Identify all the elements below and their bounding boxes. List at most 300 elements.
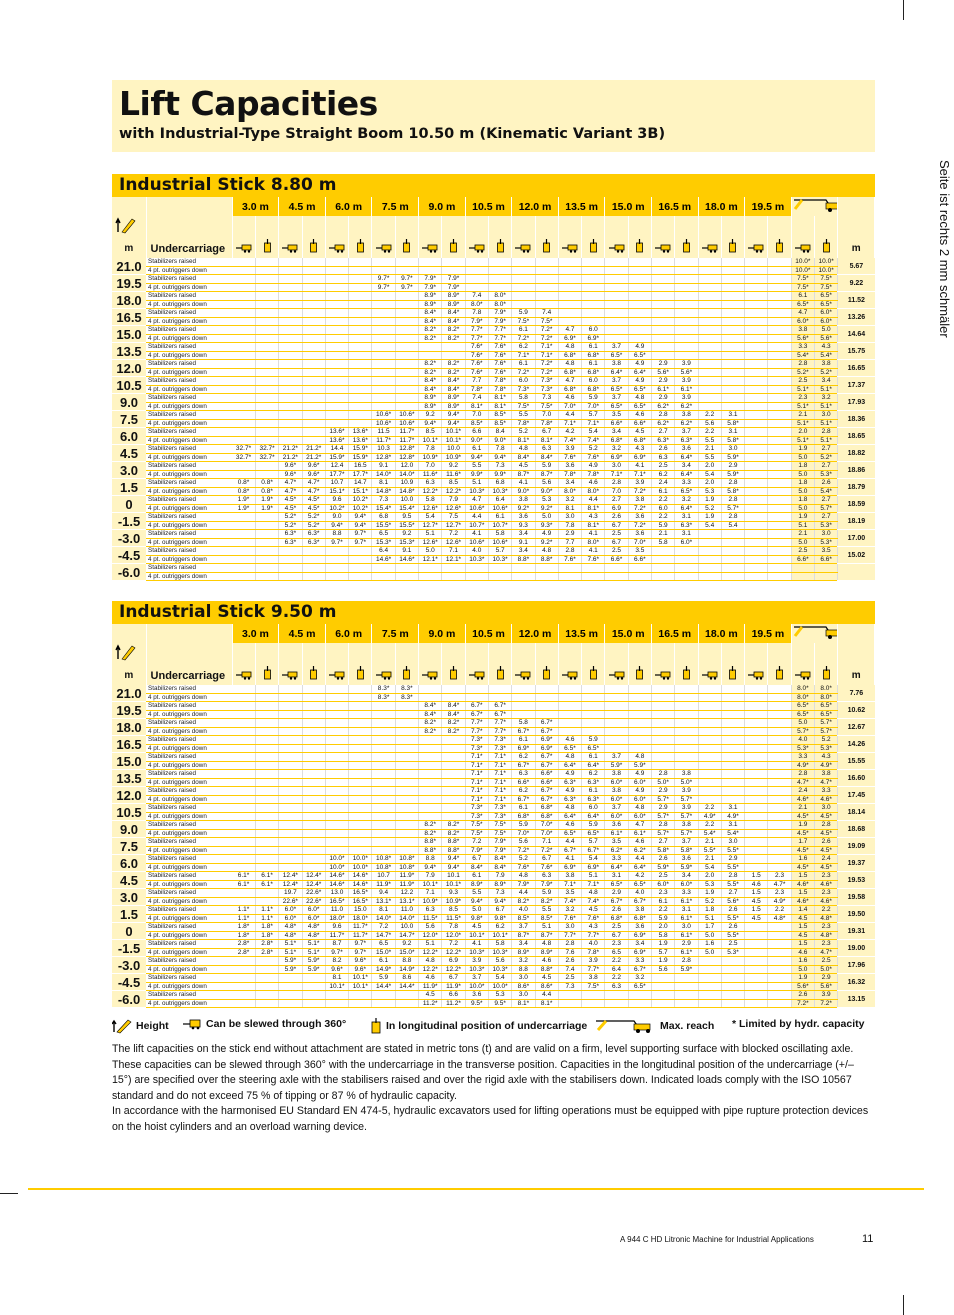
capacity-cell: 6.7*	[535, 753, 558, 762]
capacity-cell: 8.9*	[419, 300, 442, 309]
capacity-cell	[698, 710, 721, 719]
capacity-cell: 5.7*	[651, 795, 674, 804]
capacity-cell: 3.8	[512, 496, 535, 505]
capacity-cell: 7.8	[442, 923, 465, 932]
capacity-cell: 14.8*	[372, 487, 395, 496]
capacity-cell	[628, 693, 651, 702]
slew-360-icon	[468, 670, 486, 680]
capacity-cell: 3.8	[582, 974, 605, 983]
capacity-cell: 5.6*	[721, 897, 744, 906]
undercarriage-label: 4 pt. outriggers down	[146, 351, 232, 360]
capacity-cell	[745, 855, 768, 864]
capacity-cell	[325, 411, 348, 420]
max-reach-cell	[791, 564, 814, 573]
radius-header: 3.0 m	[232, 624, 279, 643]
capacity-cell: 3.0	[721, 838, 744, 847]
capacity-cell: 6.6*	[605, 555, 628, 564]
capacity-cell: 4.8	[628, 394, 651, 403]
capacity-cell: 6.2	[488, 923, 511, 932]
table-row	[112, 855, 875, 864]
capacity-cell	[628, 991, 651, 1000]
capacity-cell: 6.2	[582, 770, 605, 779]
capacity-cell	[698, 360, 721, 369]
capacity-cell: 6.0*	[675, 538, 698, 547]
max-reach-cell	[791, 572, 814, 581]
capacity-cell	[535, 258, 558, 266]
capacity-cell	[698, 394, 721, 403]
max-reach-value: 19.53	[838, 872, 875, 889]
capacity-cell: 5.9*	[721, 453, 744, 462]
capacity-cell	[651, 334, 674, 343]
capacity-cell	[349, 283, 372, 292]
table-row	[112, 411, 875, 420]
capacity-cell	[745, 445, 768, 454]
capacity-cell	[582, 300, 605, 309]
capacity-cell	[232, 538, 255, 547]
capacity-cell: 12.0*	[442, 931, 465, 940]
capacity-cell	[349, 377, 372, 386]
capacity-cell	[745, 829, 768, 838]
table-row	[112, 504, 875, 513]
capacity-cell: 12.4*	[279, 872, 302, 881]
capacity-cell	[302, 727, 325, 736]
capacity-cell	[768, 838, 791, 847]
capacity-cell: 5.3*	[721, 948, 744, 957]
undercarriage-label: 4 pt. outriggers down	[146, 487, 232, 496]
capacity-cell: 22.6*	[302, 897, 325, 906]
capacity-cell	[768, 710, 791, 719]
capacity-cell	[745, 761, 768, 770]
max-reach-cell: 5.7*	[815, 727, 838, 736]
capacity-cell: 15.5*	[372, 521, 395, 530]
capacity-cell	[675, 991, 698, 1000]
capacity-cell	[302, 761, 325, 770]
capacity-cell	[768, 744, 791, 753]
capacity-cell	[745, 991, 768, 1000]
capacity-cell: 7.3*	[465, 736, 488, 745]
radius-header: 18.0 m	[698, 197, 745, 216]
capacity-cell	[232, 572, 255, 581]
capacity-cell: 11.9*	[395, 880, 418, 889]
capacity-cell: 7.0*	[558, 402, 581, 411]
max-reach-value: 18.68	[838, 821, 875, 838]
capacity-cell	[768, 334, 791, 343]
capacity-cell	[325, 275, 348, 284]
capacity-cell: 7.2*	[535, 334, 558, 343]
capacity-cell	[325, 685, 348, 693]
capacity-cell: 3.6	[628, 513, 651, 522]
capacity-cell: 6.9*	[512, 744, 535, 753]
max-reach-cell: 5.1*	[791, 419, 814, 428]
capacity-cell	[419, 804, 442, 813]
slew-360-icon	[794, 243, 812, 253]
capacity-cell: 3.9	[675, 377, 698, 386]
capacity-cell: 6.7*	[488, 702, 511, 711]
capacity-cell: 9.7*	[372, 275, 395, 284]
capacity-cell: 7.1*	[465, 753, 488, 762]
capacity-cell	[698, 275, 721, 284]
table-row	[112, 778, 875, 787]
radius-header: 7.5 m	[372, 197, 419, 216]
capacity-cell	[768, 736, 791, 745]
capacity-cell	[325, 846, 348, 855]
table-row	[112, 351, 875, 360]
capacity-cell	[372, 804, 395, 813]
description	[112, 1042, 875, 1136]
max-reach-cell: 5.1*	[815, 385, 838, 394]
capacity-cell: 12.4*	[279, 880, 302, 889]
capacity-cell: 6.2*	[675, 402, 698, 411]
capacity-cell	[768, 326, 791, 335]
capacity-cell: 13.1*	[372, 897, 395, 906]
max-reach-value: 13.26	[838, 309, 875, 326]
capacity-cell: 1.8	[698, 906, 721, 915]
max-reach-cell: 1.8	[791, 479, 814, 488]
capacity-cell: 6.5*	[582, 829, 605, 838]
capacity-cell: 8.2*	[442, 326, 465, 335]
capacity-cell: 21.2*	[302, 445, 325, 454]
max-reach-value: 12.67	[838, 719, 875, 736]
capacity-cell: 7.6	[558, 948, 581, 957]
capacity-cell: 7.7*	[465, 727, 488, 736]
capacity-cell: 7.4*	[558, 897, 581, 906]
capacity-cell: 5.6	[488, 957, 511, 966]
capacity-cell: 5.5*	[721, 880, 744, 889]
capacity-cell	[279, 804, 302, 813]
capacity-cell: 7.8	[465, 309, 488, 318]
table-row	[112, 309, 875, 318]
capacity-cell: 9.6*	[279, 462, 302, 471]
capacity-cell	[768, 821, 791, 830]
capacity-cell	[745, 326, 768, 335]
capacity-cell: 10.8*	[395, 863, 418, 872]
capacity-cell: 12.6*	[419, 538, 442, 547]
capacity-cell: 3.6	[675, 855, 698, 864]
capacity-cell: 4.9	[558, 770, 581, 779]
capacity-cell: 10.3*	[465, 487, 488, 496]
max-reach-cell: 5.3*	[791, 744, 814, 753]
capacity-cell: 5.7	[582, 411, 605, 420]
capacity-cell	[651, 564, 674, 573]
capacity-cell: 7.2*	[628, 487, 651, 496]
capacity-cell: 8.0*	[488, 292, 511, 301]
capacity-cell: 5.1*	[279, 948, 302, 957]
capacity-cell	[512, 258, 535, 266]
capacity-cell: 9.2	[419, 411, 442, 420]
capacity-cell	[325, 736, 348, 745]
capacity-cell: 10.0	[395, 923, 418, 932]
capacity-cell	[605, 991, 628, 1000]
max-reach-value: 11.52	[838, 292, 875, 309]
capacity-cell: 7.8*	[488, 377, 511, 386]
capacity-cell: 10.3*	[488, 965, 511, 974]
capacity-cell: 7.6*	[488, 343, 511, 352]
capacity-cell: 15.4*	[372, 504, 395, 513]
capacity-cell: 11.7*	[325, 931, 348, 940]
capacity-cell: 4.0	[465, 547, 488, 556]
max-reach-cell: 1.6	[791, 855, 814, 864]
capacity-cell	[255, 513, 278, 522]
capacity-cell	[255, 846, 278, 855]
capacity-cell	[768, 275, 791, 284]
crop-mark-bottom	[903, 1295, 904, 1315]
capacity-cell: 2.0	[698, 479, 721, 488]
max-reach-value: 9.22	[838, 275, 875, 292]
capacity-cell	[745, 360, 768, 369]
capacity-cell: 10.7*	[465, 521, 488, 530]
capacity-cell: 6.1	[512, 736, 535, 745]
capacity-cell: 4.8	[535, 547, 558, 556]
longitudinal-icon	[309, 666, 318, 680]
capacity-cell	[698, 292, 721, 301]
max-reach-cell: 4.6*	[791, 897, 814, 906]
max-reach-cell: 2.7	[815, 496, 838, 505]
capacity-cell: 4.7	[558, 377, 581, 386]
slew-360-icon	[561, 243, 579, 253]
capacity-cell	[745, 487, 768, 496]
capacity-cell: 6.5*	[558, 744, 581, 753]
undercarriage-label: Stabilizers raised	[146, 326, 232, 335]
capacity-cell: 6.1	[651, 487, 674, 496]
capacity-cell	[255, 727, 278, 736]
capacity-cell: 6.5*	[628, 402, 651, 411]
capacity-cell: 7.0	[605, 487, 628, 496]
capacity-cell: 6.5*	[605, 880, 628, 889]
capacity-cell: 7.3*	[465, 804, 488, 813]
capacity-cell	[768, 547, 791, 556]
capacity-cell: 6.0*	[605, 812, 628, 821]
height-value: -3.0	[112, 957, 146, 974]
capacity-cell: 8.0*	[582, 538, 605, 547]
capacity-cell	[628, 564, 651, 573]
capacity-cell: 10.0*	[349, 855, 372, 864]
capacity-cell: 6.7*	[558, 846, 581, 855]
capacity-cell	[558, 727, 581, 736]
capacity-cell	[721, 547, 744, 556]
capacity-cell: 12.2*	[442, 487, 465, 496]
height-value: -6.0	[112, 564, 146, 581]
height-value: 9.0	[112, 821, 146, 838]
capacity-cell	[349, 300, 372, 309]
capacity-cell: 6.6*	[628, 555, 651, 564]
max-reach-cell: 2.6	[815, 838, 838, 847]
capacity-cell	[302, 770, 325, 779]
capacity-cell	[628, 326, 651, 335]
capacity-cell	[325, 555, 348, 564]
max-reach-cell: 3.4	[815, 377, 838, 386]
capacity-cell	[745, 821, 768, 830]
capacity-cell	[349, 999, 372, 1008]
capacity-cell	[675, 547, 698, 556]
capacity-cell	[651, 317, 674, 326]
capacity-cell: 3.8	[605, 787, 628, 796]
capacity-cell: 9.4*	[442, 863, 465, 872]
capacity-cell: 11.0	[325, 906, 348, 915]
max-reach-cell: 2.7	[815, 462, 838, 471]
capacity-cell: 5.8*	[675, 846, 698, 855]
capacity-cell	[302, 693, 325, 702]
capacity-cell: 2.6	[651, 855, 674, 864]
capacity-cell	[349, 351, 372, 360]
table-row	[112, 846, 875, 855]
capacity-cell	[372, 292, 395, 301]
undercarriage-label: 4 pt. outriggers down	[146, 761, 232, 770]
max-reach-icon	[792, 197, 838, 213]
capacity-cell	[232, 326, 255, 335]
table-row	[112, 385, 875, 394]
capacity-cell: 4.6	[558, 821, 581, 830]
capacity-cell	[255, 761, 278, 770]
capacity-cell: 9.8*	[465, 914, 488, 923]
capacity-cell	[349, 258, 372, 266]
capacity-cell: 7.9*	[488, 317, 511, 326]
capacity-cell	[651, 555, 674, 564]
capacity-cell	[255, 326, 278, 335]
max-reach-value: 18.82	[838, 445, 875, 462]
max-reach-cell: 5.7*	[815, 719, 838, 728]
slew-360-icon	[328, 670, 346, 680]
max-reach-cell: 10.0*	[791, 258, 814, 266]
table-row	[112, 727, 875, 736]
table-row	[112, 999, 875, 1008]
capacity-cell: 5.5*	[698, 846, 721, 855]
capacity-cell: 8.7	[325, 940, 348, 949]
capacity-cell: 8.8*	[419, 838, 442, 847]
height-value: -1.5	[112, 940, 146, 957]
max-reach-cell: 2.7	[815, 513, 838, 522]
capacity-cell: 10.7*	[488, 521, 511, 530]
capacity-cell	[698, 343, 721, 352]
capacity-cell: 15.3*	[395, 538, 418, 547]
max-reach-cell: 5.0*	[815, 965, 838, 974]
undercarriage-label: 4 pt. outriggers down	[146, 453, 232, 462]
max-reach-cell: 7.5*	[791, 283, 814, 292]
capacity-cell: 3.1	[675, 906, 698, 915]
capacity-cell: 5.4	[698, 863, 721, 872]
capacity-cell	[442, 693, 465, 702]
capacity-cell: 22.6*	[302, 889, 325, 898]
capacity-cell: 8.3*	[372, 685, 395, 693]
capacity-cell: 8.2	[325, 957, 348, 966]
capacity-cell	[442, 812, 465, 821]
capacity-cell: 6.3*	[675, 436, 698, 445]
capacity-cell	[255, 999, 278, 1008]
capacity-cell	[651, 266, 674, 275]
capacity-cell: 6.7*	[535, 787, 558, 796]
table-row	[112, 923, 875, 932]
capacity-cell	[372, 821, 395, 830]
capacity-cell	[605, 326, 628, 335]
capacity-cell: 7.1*	[465, 787, 488, 796]
height-value: 9.0	[112, 394, 146, 411]
capacity-cell: 4.8*	[279, 931, 302, 940]
capacity-cell	[605, 258, 628, 266]
capacity-cell: 6.9	[605, 504, 628, 513]
capacity-cell	[325, 258, 348, 266]
undercarriage-label: Stabilizers raised	[146, 923, 232, 932]
capacity-cell: 6.5*	[605, 402, 628, 411]
max-reach-cell: 1.5	[791, 872, 814, 881]
capacity-cell	[279, 685, 302, 693]
undercarriage-label: Stabilizers raised	[146, 462, 232, 471]
max-reach-cell: 5.6*	[815, 334, 838, 343]
capacity-cell	[745, 411, 768, 420]
capacity-cell: 10.6*	[465, 504, 488, 513]
capacity-cell: 4.8*	[302, 923, 325, 932]
max-reach-cell: 8.0*	[791, 693, 814, 702]
capacity-cell: 4.9	[535, 530, 558, 539]
capacity-cell	[255, 530, 278, 539]
capacity-cell: 5.9*	[279, 965, 302, 974]
capacity-cell: 3.7	[605, 394, 628, 403]
capacity-cell	[395, 846, 418, 855]
capacity-cell: 11.0	[395, 906, 418, 915]
capacity-cell: 15.9*	[349, 445, 372, 454]
capacity-cell: 11.2*	[442, 999, 465, 1008]
capacity-cell	[535, 283, 558, 292]
max-reach-icon	[792, 624, 838, 640]
table-row	[112, 795, 875, 804]
max-reach-cell: 1.9	[791, 513, 814, 522]
capacity-cell	[255, 685, 278, 693]
capacity-cell	[768, 829, 791, 838]
capacity-cell	[395, 402, 418, 411]
table-row	[112, 948, 875, 957]
capacity-cell	[302, 702, 325, 711]
capacity-cell	[745, 702, 768, 711]
capacity-cell: 7.2*	[535, 360, 558, 369]
capacity-cell	[255, 351, 278, 360]
capacity-cell: 5.9	[582, 394, 605, 403]
capacity-cell: 6.3	[512, 770, 535, 779]
max-reach-value: 18.65	[838, 428, 875, 445]
capacity-cell	[721, 736, 744, 745]
max-reach-cell	[815, 564, 838, 573]
capacity-cell: 15.9*	[349, 453, 372, 462]
capacity-cell: 6.2*	[651, 419, 674, 428]
capacity-cell	[745, 513, 768, 522]
longitudinal-icon	[775, 239, 784, 253]
capacity-cell: 10.2*	[349, 496, 372, 505]
capacity-cell	[232, 693, 255, 702]
capacity-cell	[232, 377, 255, 386]
capacity-cell	[698, 300, 721, 309]
max-reach-cell: 2.3	[815, 872, 838, 881]
capacity-cell	[721, 685, 744, 693]
capacity-cell	[325, 702, 348, 711]
capacity-cell: 12.4*	[302, 872, 325, 881]
capacity-cell	[605, 999, 628, 1008]
capacity-cell: 9.7*	[325, 538, 348, 547]
capacity-cell	[582, 292, 605, 301]
max-reach-cell: 3.3	[791, 753, 814, 762]
capacity-cell: 8.1*	[535, 999, 558, 1008]
capacity-cell	[745, 564, 768, 573]
capacity-cell: 9.7*	[349, 948, 372, 957]
max-reach-value: 17.37	[838, 377, 875, 394]
capacity-cell: 2.5	[721, 940, 744, 949]
capacity-cell	[255, 309, 278, 318]
capacity-cell: 5.9*	[675, 863, 698, 872]
capacity-cell: 9.3	[512, 521, 535, 530]
capacity-cell: 6.1*	[605, 829, 628, 838]
capacity-cell	[255, 855, 278, 864]
max-reach-cell: 5.0	[791, 487, 814, 496]
capacity-cell: 3.6	[628, 923, 651, 932]
max-reach-cell: 5.0	[791, 965, 814, 974]
capacity-cell: 5.9*	[605, 761, 628, 770]
capacity-cell: 7.5*	[488, 821, 511, 830]
